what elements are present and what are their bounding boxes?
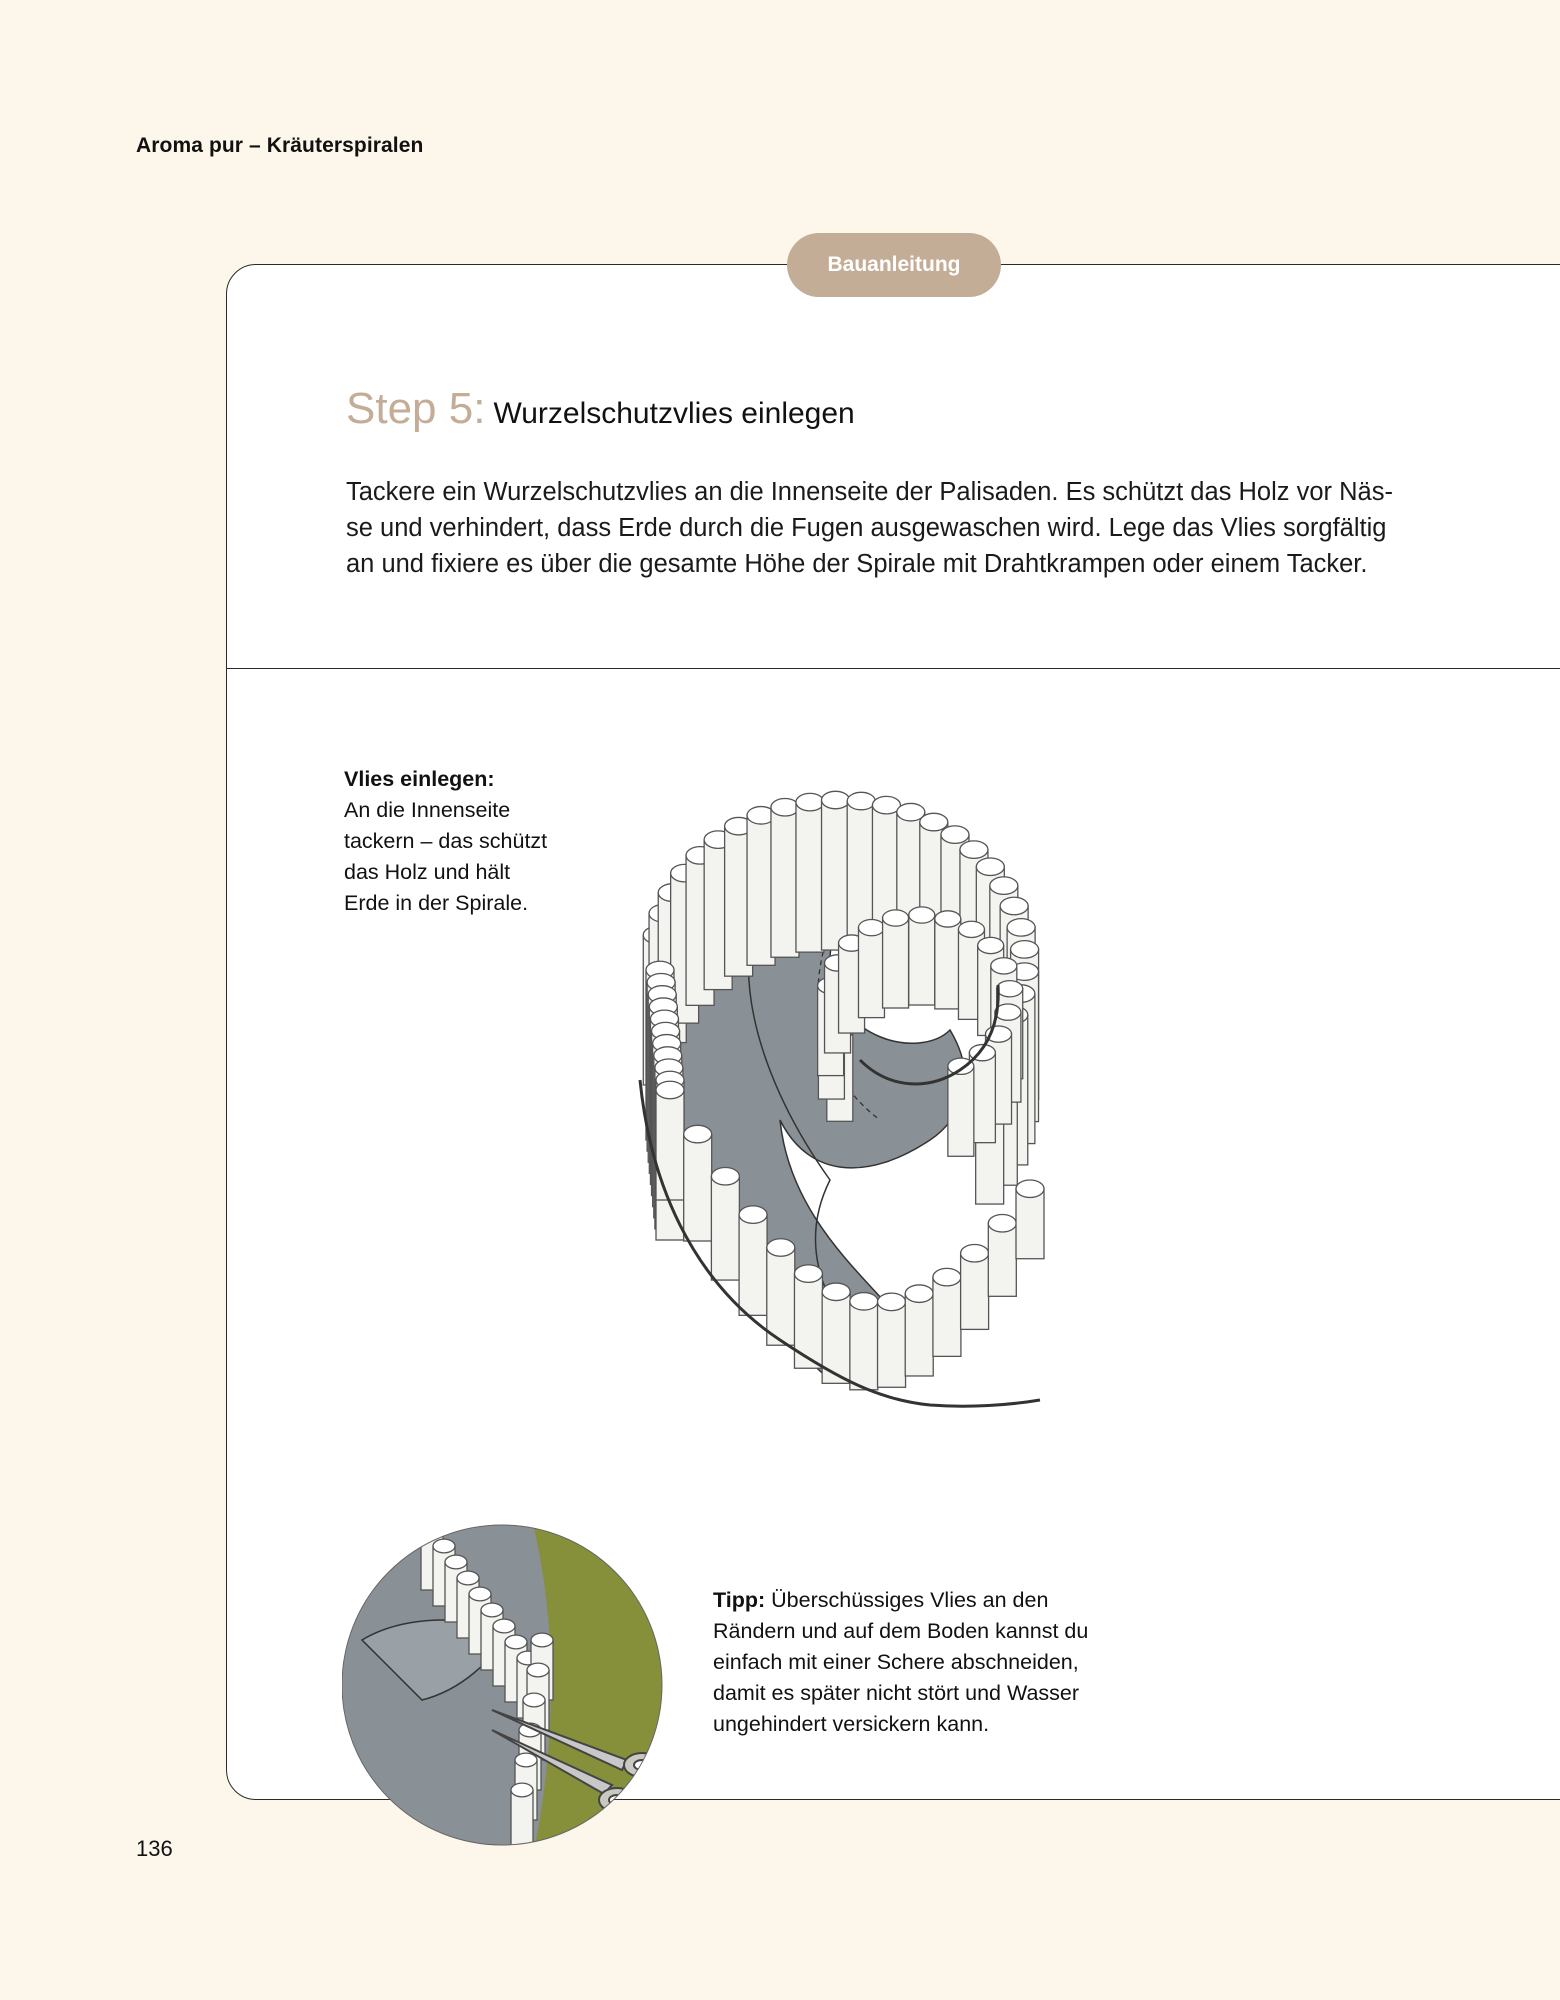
- palisade-post: [883, 910, 909, 1008]
- step-body: Tackere ein Wurzelschutzvlies an die Innenseite der Palisaden. Es schützt das Holz vor Näs-se und verhindert, dass Erde durch die Fugen ausgewaschen wird. Lege das Vlies sorgfältig an und fixiere es über die gesamte Höhe der Spirale mit Drahtkrampen oder einem Tacker.: [346, 478, 1393, 578]
- palisade-post: [850, 1293, 878, 1390]
- palisade-post: [935, 911, 961, 1009]
- palisade-post: [739, 1206, 767, 1316]
- step-number: Step 5:: [346, 384, 486, 433]
- figure-caption: [344, 764, 554, 919]
- step-title: Wurzelschutzvlies einlegen: [493, 397, 855, 430]
- card-divider: [227, 668, 1560, 669]
- section-badge: Bauanleitung: [787, 233, 1001, 297]
- palisade-post: [711, 1167, 739, 1280]
- palisade-post: [948, 1058, 974, 1156]
- caption-text: An die Innenseite tackern – das schützt das Holz und hält Erde in der Spirale.: [344, 798, 548, 915]
- tip-text: Überschüssiges Vlies an den Rändern und auf dem Boden kannst du einfach mit einer Schere abschneiden, damit es später nicht stört und Wasser ungehindert versickern kann.: [713, 1588, 1089, 1736]
- palisade-post: [656, 1081, 684, 1200]
- running-title: Aroma pur – Kräuterspiralen: [136, 134, 424, 157]
- palisade-post: [1016, 1180, 1044, 1259]
- palisade-post: [796, 793, 824, 952]
- spiral-illustration: [630, 760, 1130, 1480]
- palisade-post: [684, 1125, 712, 1241]
- step-heading: [346, 384, 855, 434]
- palisade-post: [767, 1239, 795, 1345]
- palisade-post: [961, 1244, 989, 1329]
- palisade-post: [933, 1268, 961, 1356]
- palisade-post: [905, 1285, 933, 1376]
- palisade-post: [771, 798, 799, 957]
- tip-box: [713, 1585, 1133, 1740]
- palisade-post: [822, 791, 850, 950]
- caption-title: Vlies einlegen:: [344, 767, 495, 791]
- palisade-post: [858, 919, 884, 1017]
- tip-label: Tipp:: [713, 1588, 766, 1612]
- palisade-post: [878, 1293, 906, 1387]
- palisade-post: [909, 907, 935, 1005]
- palisade-post: [988, 1214, 1016, 1296]
- palisade-post: [511, 1783, 533, 1850]
- page-number: 136: [136, 1836, 173, 1861]
- detail-illustration: [342, 1520, 682, 1860]
